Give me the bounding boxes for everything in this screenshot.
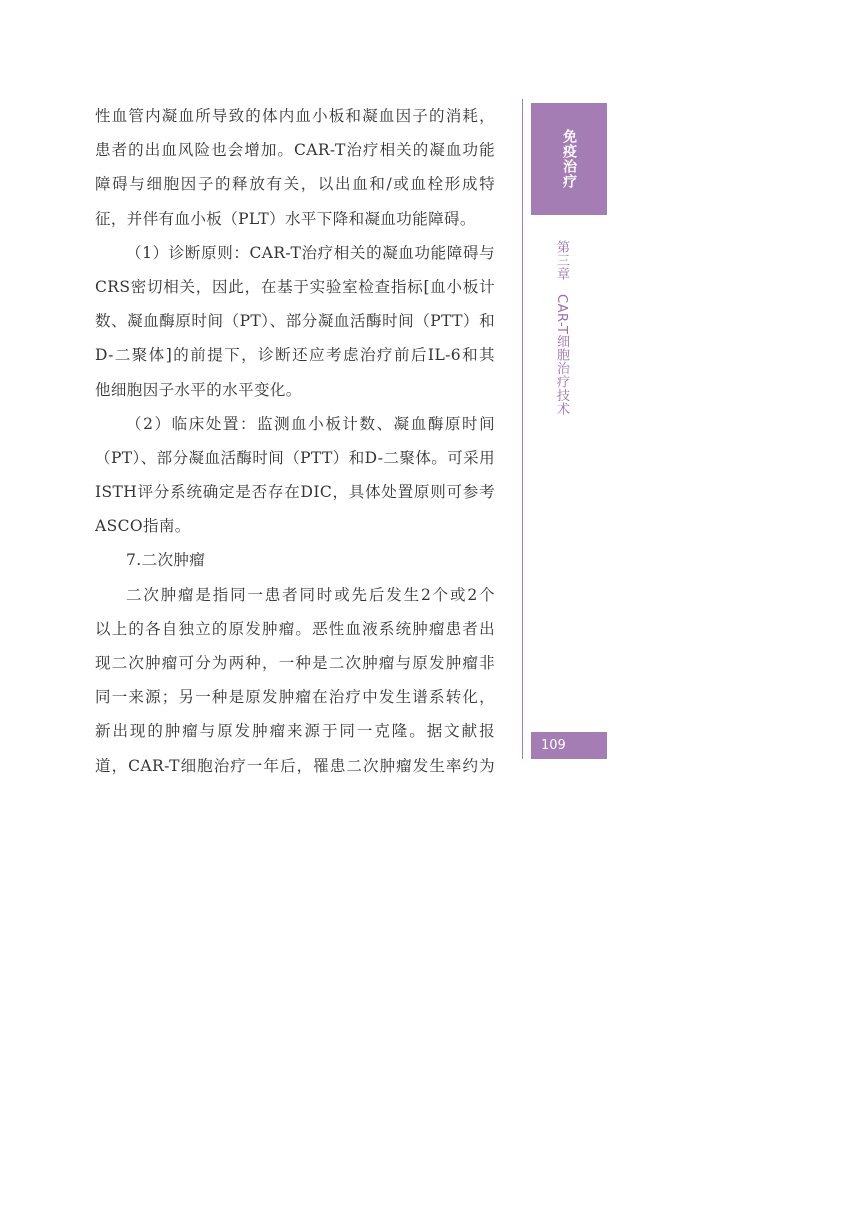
text-line: D-二聚体]的前提下，诊断还应考虑治疗前后IL-6和其 [95, 346, 495, 365]
text-line: ISTH评分系统确定是否存在DIC，具体处置原则可参考 [95, 483, 495, 502]
text-line: 现二次肿瘤可分为两种，一种是二次肿瘤与原发肿瘤非 [95, 654, 495, 672]
section-tab [531, 103, 607, 215]
text-line: 道，CAR-T细胞治疗一年后，罹患二次肿瘤发生率约为 [95, 756, 495, 775]
text-line: CRS密切相关，因此，在基于实验室检查指标[血小板计 [95, 277, 495, 296]
text-line: 性血管内凝血所导致的体内血小板和凝血因子的消耗， [95, 107, 495, 125]
text-line: 以上的各自独立的原发肿瘤。恶性血液系统肿瘤患者出 [95, 619, 495, 638]
page-number: 109 [531, 732, 607, 759]
text-line: 障碍与细胞因子的释放有关，以出血和/或血栓形成特 [95, 175, 495, 194]
section-tab-label: 免疫治疗 [561, 129, 577, 189]
text-line: ASCO指南。 [95, 517, 191, 536]
body-text [95, 99, 495, 783]
text-line: 二次肿瘤是指同一患者同时或先后发生2个或2个 [126, 585, 495, 604]
text-line: （2）临床处置：监测血小板计数、凝血酶原时间 [126, 414, 495, 433]
text-line: 数、凝血酶原时间（PT）、部分凝血活酶时间（PTT）和 [95, 312, 495, 331]
text-line: 征，并伴有血小板（PLT）水平下降和凝血功能障碍。 [95, 209, 476, 228]
text-line: 新出现的肿瘤与原发肿瘤来源于同一克隆。据文献报 [95, 722, 495, 741]
text-line: 他细胞因子水平的水平变化。 [95, 380, 302, 399]
margin-divider [522, 99, 523, 759]
text-line: （1）诊断原则：CAR-T治疗相关的凝血功能障碍与 [126, 243, 495, 262]
section-heading: 7.二次肿瘤 [126, 551, 206, 570]
text-line: （PT）、部分凝血活酶时间（PTT）和D-二聚体。可采用 [95, 448, 495, 467]
text-line: 同一来源；另一种是原发肿瘤在治疗中发生谱系转化， [95, 688, 495, 707]
text-line: 患者的出血风险也会增加。CAR-T治疗相关的凝血功能 [95, 141, 495, 160]
running-head: 第三章 CAR-T细胞治疗技术 [554, 240, 569, 416]
